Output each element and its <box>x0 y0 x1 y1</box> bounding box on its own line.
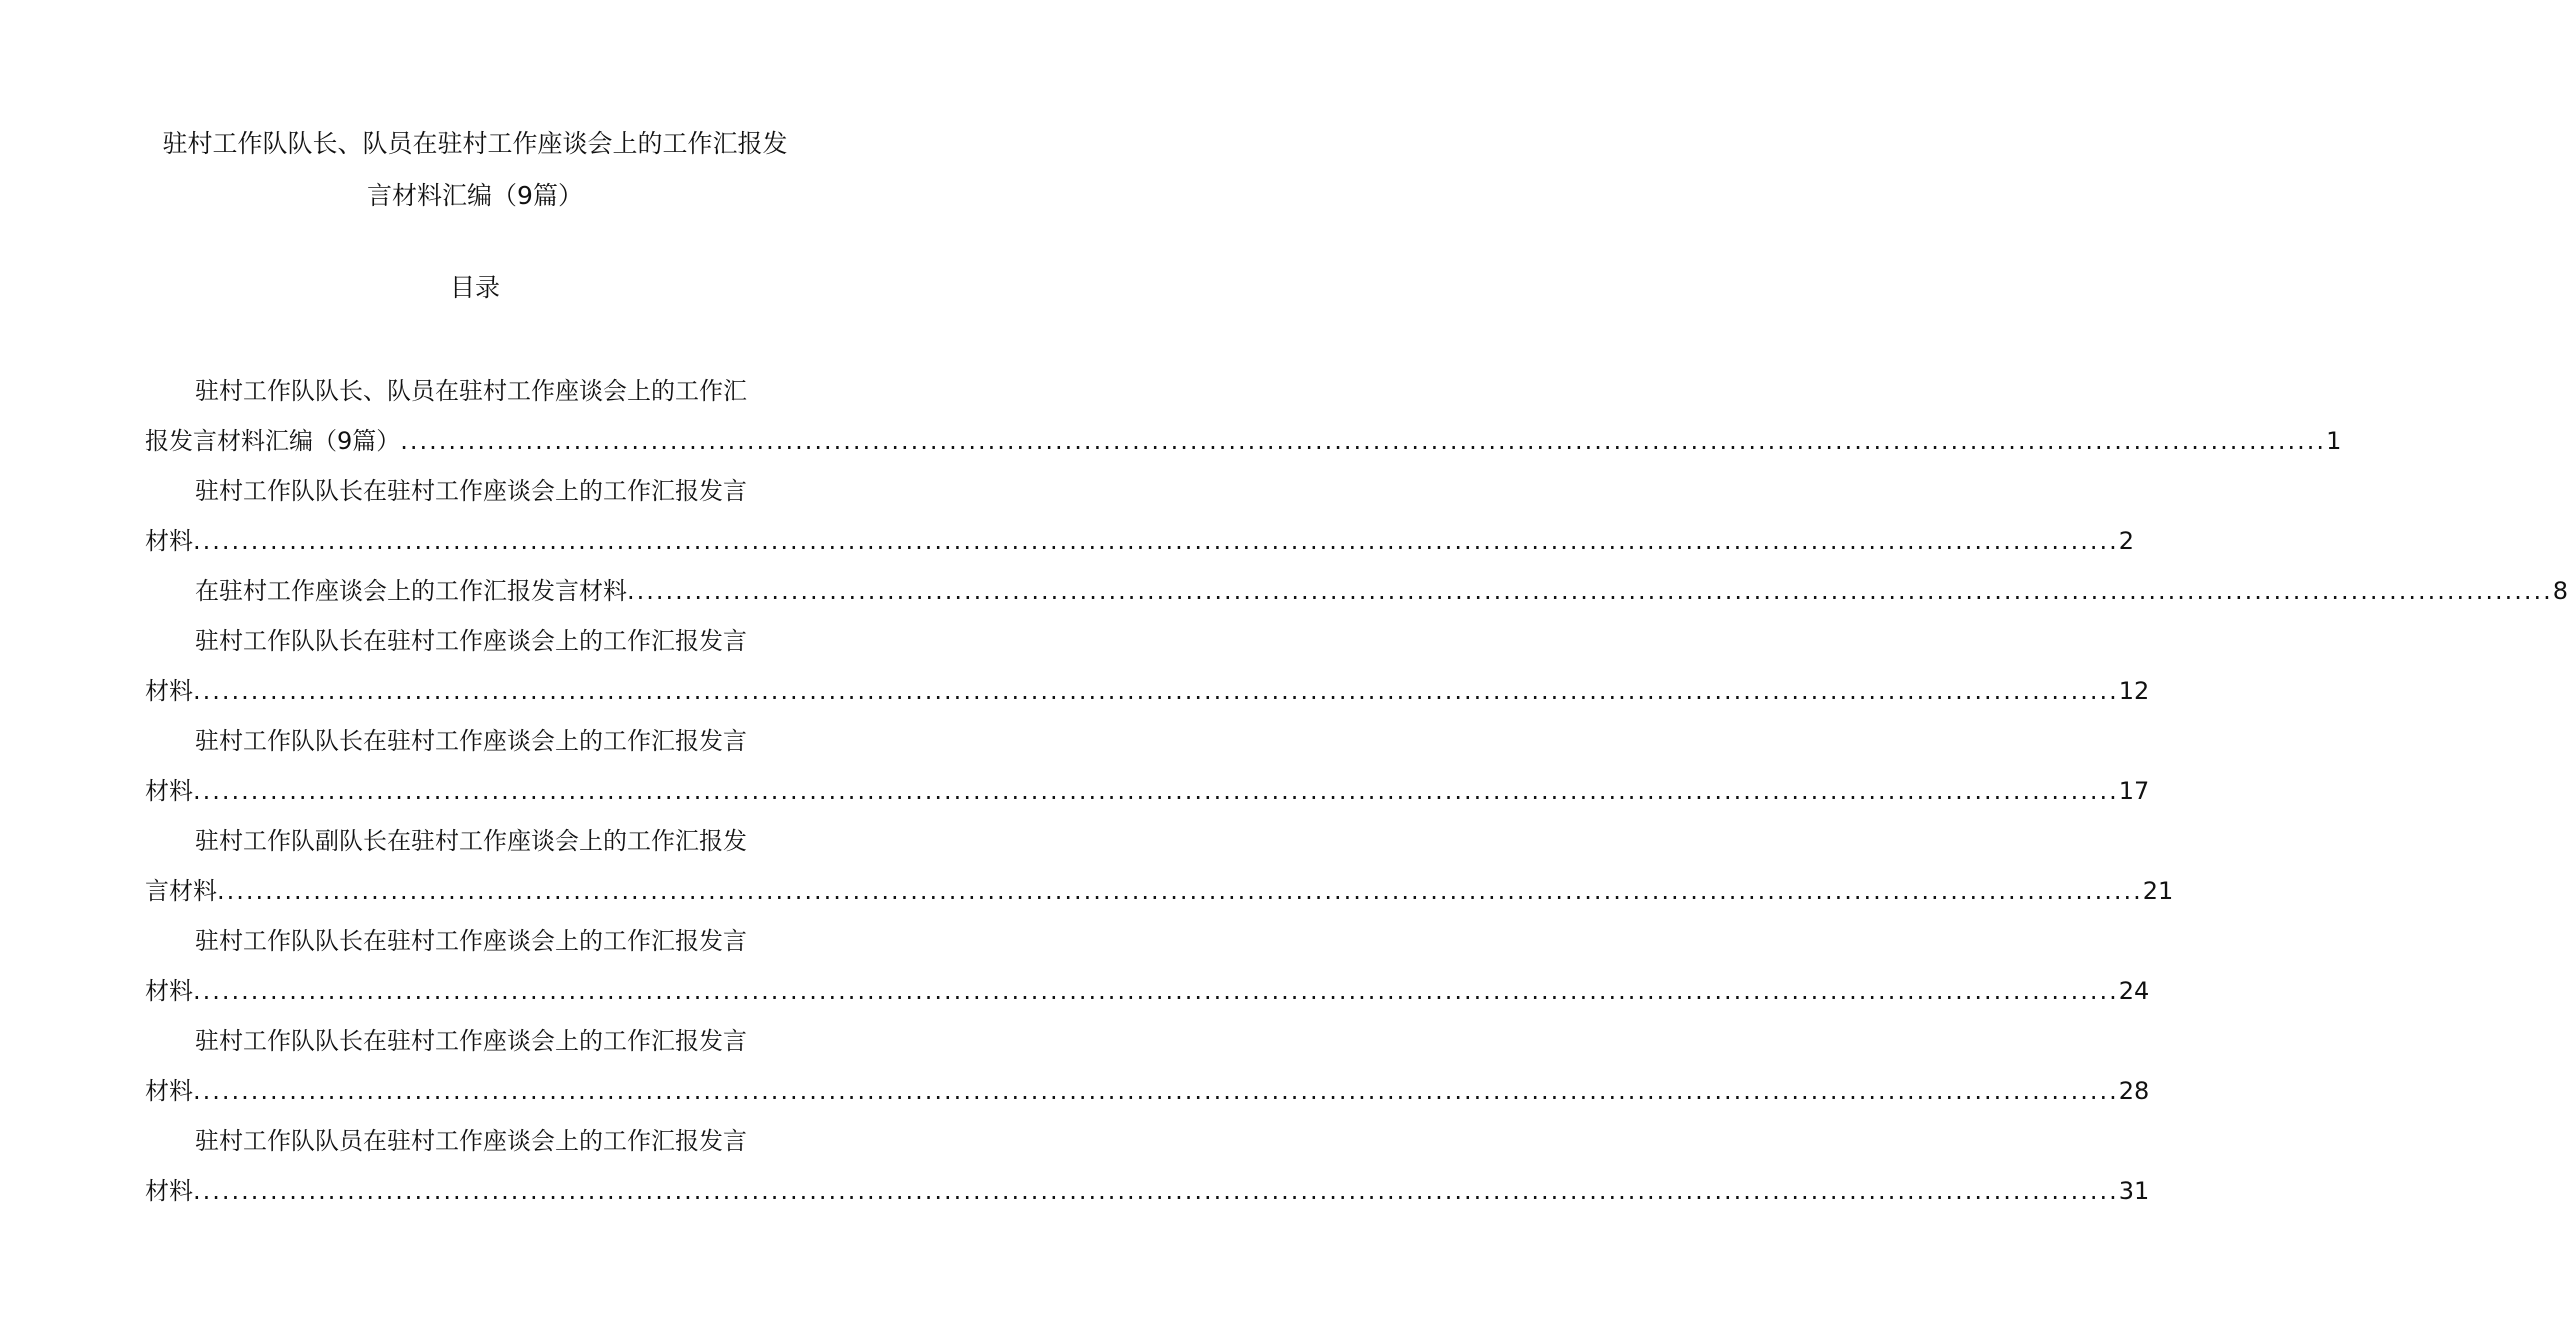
toc-entry[interactable] <box>145 566 2568 616</box>
toc-entry-title-line1: 驻村工作队队长在驻村工作座谈会上的工作汇报发言 <box>195 627 747 655</box>
toc-page-number: 24 <box>2118 977 2150 1005</box>
toc-dot-leader: ........................................................................................................................................................................................................ <box>627 577 2553 605</box>
document-title-line2: 言材料汇编（9篇） <box>367 181 583 210</box>
toc-entry-title-line2 <box>145 866 2174 916</box>
toc-entry-title-tail: 材料 <box>145 1177 193 1205</box>
toc-entry[interactable] <box>145 616 2150 716</box>
toc-entry-title-line1: 驻村工作队队长、队员在驻村工作座谈会上的工作汇 <box>195 377 747 405</box>
toc-entry-title-tail: 材料 <box>145 527 193 555</box>
toc-entry[interactable] <box>145 466 2135 566</box>
toc-dot-leader: ........................................................................................................................................................................................................ <box>193 1077 2119 1105</box>
toc-entry-title-tail: 材料 <box>145 777 193 805</box>
toc-dot-leader: ........................................................................................................................................................................................................ <box>217 877 2143 905</box>
toc-entry-title-line2 <box>145 516 2135 566</box>
toc-page-number: 21 <box>2142 877 2174 905</box>
toc-page-number: 12 <box>2118 677 2150 705</box>
toc-entry[interactable] <box>145 366 2342 466</box>
toc-entry[interactable] <box>145 916 2150 1016</box>
toc-entry-title-line2 <box>145 666 2150 716</box>
toc-dot-leader: ........................................................................................................................................................................................................ <box>193 777 2119 805</box>
toc-dot-leader: ........................................................................................................................................................................................................ <box>193 527 2119 555</box>
toc-entry-title-line2 <box>145 1166 2150 1216</box>
toc-page-number: 17 <box>2118 777 2150 805</box>
toc-entry[interactable] <box>145 1016 2150 1116</box>
toc-dot-leader: ........................................................................................................................................................................................................ <box>193 677 2119 705</box>
toc-entry-title-line1: 驻村工作队队员在驻村工作座谈会上的工作汇报发言 <box>195 1127 747 1155</box>
toc-heading: 目录 <box>449 273 500 302</box>
toc-page-number: 28 <box>2118 1077 2150 1105</box>
toc-entry-title-line1: 驻村工作队队长在驻村工作座谈会上的工作汇报发言 <box>195 927 747 955</box>
toc-page-number: 2 <box>2118 527 2135 555</box>
document-title-line1: 驻村工作队队长、队员在驻村工作座谈会上的工作汇报发 <box>162 129 788 158</box>
toc-entry-title-line1: 驻村工作队队长在驻村工作座谈会上的工作汇报发言 <box>195 727 747 755</box>
toc-entry-title-tail: 材料 <box>145 1077 193 1105</box>
toc-dot-leader: ........................................................................................................................................................................................................ <box>193 1177 2119 1205</box>
toc-entry-title-tail: 材料 <box>145 677 193 705</box>
toc-entry-title-tail: 报发言材料汇编（9篇） <box>145 427 401 455</box>
toc-entry-title-line2 <box>145 416 2342 466</box>
toc-entry-title-tail: 在驻村工作座谈会上的工作汇报发言材料 <box>195 577 627 605</box>
toc-entry-title-line1: 驻村工作队队长在驻村工作座谈会上的工作汇报发言 <box>195 477 747 505</box>
toc-entry[interactable] <box>145 1116 2150 1216</box>
toc-entry[interactable] <box>145 716 2150 816</box>
toc-entry-title-tail: 材料 <box>145 977 193 1005</box>
toc-entry-title-line2 <box>145 566 2568 616</box>
toc-entry-title-line2 <box>145 966 2150 1016</box>
document-title <box>140 118 810 222</box>
toc-page-number: 1 <box>2326 427 2342 455</box>
toc-page-number: 31 <box>2118 1177 2150 1205</box>
toc-entry-title-line1: 驻村工作队副队长在驻村工作座谈会上的工作汇报发 <box>195 827 747 855</box>
toc-dot-leader: ........................................................................................................................................................................................................ <box>400 427 2327 455</box>
toc-entry-title-line2 <box>145 1066 2150 1116</box>
toc-entry[interactable] <box>145 816 2174 916</box>
table-of-contents <box>145 366 2568 1216</box>
toc-entry-title-line1: 驻村工作队队长在驻村工作座谈会上的工作汇报发言 <box>195 1027 747 1055</box>
toc-entry-title-line2 <box>145 766 2150 816</box>
toc-page-number: 8 <box>2552 577 2568 605</box>
toc-entry-title-tail: 言材料 <box>145 877 217 905</box>
toc-dot-leader: ........................................................................................................................................................................................................ <box>193 977 2119 1005</box>
